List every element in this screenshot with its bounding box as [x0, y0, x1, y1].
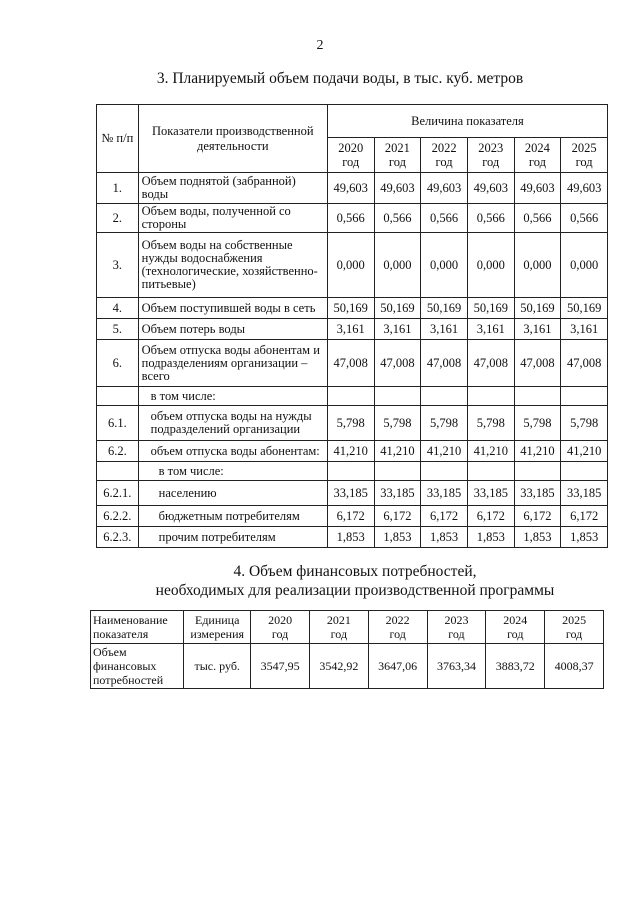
row-label: Объем поступившей воды в сеть: [138, 298, 327, 319]
row-value: 49,603: [327, 173, 374, 204]
row-value: 33,185: [514, 481, 561, 506]
row-number: 3.: [97, 233, 139, 298]
row-value: 0,000: [467, 233, 514, 298]
row-value: 3,161: [514, 319, 561, 340]
row-value: 3,161: [467, 319, 514, 340]
header-year-number: 2021: [384, 141, 410, 155]
row-value: 33,185: [561, 481, 608, 506]
row-value: 1,853: [467, 527, 514, 548]
row-value: 3647,06: [368, 644, 427, 689]
row-number: 6.2.: [97, 441, 139, 462]
table-row: [97, 204, 608, 233]
header-year-word: год: [388, 155, 406, 169]
row-value: 33,185: [467, 481, 514, 506]
row-value: 41,210: [421, 441, 468, 462]
header-year: [486, 611, 545, 644]
header-indicator: Показатели производственной деятельности: [138, 105, 327, 173]
row-number: 6.1.: [97, 406, 139, 441]
row-value: [327, 462, 374, 481]
header-year: [251, 611, 310, 644]
row-value: 49,603: [561, 173, 608, 204]
header-year-word: год: [330, 627, 348, 641]
row-value: [514, 387, 561, 406]
row-value: 3,161: [374, 319, 421, 340]
row-value: [561, 462, 608, 481]
row-value: 0,000: [374, 233, 421, 298]
row-value: 6,172: [561, 506, 608, 527]
header-year-word: год: [271, 627, 289, 641]
financial-needs-table: [90, 610, 604, 689]
row-value: 6,172: [327, 506, 374, 527]
row-label: Объем отпуска воды абонентам и подразделениям организации – всего: [138, 340, 327, 387]
row-value: 3,161: [421, 319, 468, 340]
table-row: [97, 506, 608, 527]
row-value: 0,566: [561, 204, 608, 233]
header-year-word: год: [528, 155, 546, 169]
header-year-number: 2024: [524, 141, 550, 155]
table-row: [97, 233, 608, 298]
row-value: 0,566: [514, 204, 561, 233]
row-value: 49,603: [374, 173, 421, 204]
row-value: 49,603: [467, 173, 514, 204]
row-value: 1,853: [421, 527, 468, 548]
row-value: 49,603: [514, 173, 561, 204]
row-number: 6.2.2.: [97, 506, 139, 527]
row-number: 6.2.3.: [97, 527, 139, 548]
row-value: 0,566: [327, 204, 374, 233]
row-label: бюджетным потребителям: [138, 506, 327, 527]
row-value: [374, 387, 421, 406]
row-label: объем отпуска воды на нужды подразделений организации: [138, 406, 327, 441]
row-value: 50,169: [327, 298, 374, 319]
row-value: 47,008: [561, 340, 608, 387]
row-value: 1,853: [374, 527, 421, 548]
row-value: 47,008: [327, 340, 374, 387]
row-value: 47,008: [467, 340, 514, 387]
table-row: [97, 298, 608, 319]
row-unit: тыс. руб.: [184, 644, 251, 689]
row-number: 4.: [97, 298, 139, 319]
row-label: объем отпуска воды абонентам:: [138, 441, 327, 462]
header-value: Величина показателя: [327, 105, 607, 138]
row-value: 41,210: [374, 441, 421, 462]
table-row: [97, 406, 608, 441]
header-year-word: год: [565, 627, 583, 641]
row-value: 33,185: [421, 481, 468, 506]
header-year-number: 2022: [431, 141, 457, 155]
row-number: 2.: [97, 204, 139, 233]
header-row: [91, 611, 604, 644]
table-row: [97, 173, 608, 204]
row-value: 5,798: [467, 406, 514, 441]
row-label: Объем поднятой (забранной) воды: [138, 173, 327, 204]
row-value: 6,172: [514, 506, 561, 527]
row-value: 41,210: [514, 441, 561, 462]
header-year-number: 2024: [503, 613, 528, 627]
row-number: 1.: [97, 173, 139, 204]
header-year: [374, 138, 421, 173]
section4-title: [0, 562, 640, 600]
header-year-word: год: [389, 627, 406, 641]
section4-title-line2: необходимых для реализации производственной программы: [155, 582, 555, 599]
row-number: 5.: [97, 319, 139, 340]
row-value: 1,853: [561, 527, 608, 548]
row-value: 3763,34: [427, 644, 486, 689]
table-row: [97, 481, 608, 506]
row-value: 50,169: [514, 298, 561, 319]
table-row: [97, 387, 608, 406]
row-value: 41,210: [327, 441, 374, 462]
header-year: [561, 138, 608, 173]
row-value: 5,798: [561, 406, 608, 441]
row-value: 6,172: [421, 506, 468, 527]
row-value: [467, 462, 514, 481]
row-value: [467, 387, 514, 406]
row-value: 41,210: [561, 441, 608, 462]
header-year: [421, 138, 468, 173]
header-year-word: год: [435, 155, 453, 169]
header-year-number: 2025: [562, 613, 587, 627]
header-year: [514, 138, 561, 173]
header-year: [309, 611, 368, 644]
row-value: [374, 462, 421, 481]
header-year: [545, 611, 604, 644]
row-value: 3,161: [327, 319, 374, 340]
row-number: 6.: [97, 340, 139, 387]
header-name: Наименование показателя: [91, 611, 184, 644]
row-value: 49,603: [421, 173, 468, 204]
row-label: в том числе:: [138, 462, 327, 481]
row-value: [421, 387, 468, 406]
table-row: [97, 441, 608, 462]
row-value: 6,172: [374, 506, 421, 527]
table-row: [97, 527, 608, 548]
row-value: 0,000: [514, 233, 561, 298]
section3-title: 3. Планируемый объем подачи воды, в тыс. куб. метров: [156, 70, 524, 87]
row-label: Объем потерь воды: [138, 319, 327, 340]
row-value: [561, 387, 608, 406]
header-num: № п/п: [97, 105, 139, 173]
row-value: 1,853: [327, 527, 374, 548]
header-year-number: 2021: [326, 613, 351, 627]
row-name: Объем финансовых потребностей: [91, 644, 184, 689]
row-value: 0,566: [421, 204, 468, 233]
header-year-word: год: [507, 627, 524, 641]
row-value: 0,566: [467, 204, 514, 233]
row-value: 5,798: [514, 406, 561, 441]
header-year-word: год: [448, 627, 465, 641]
row-value: 33,185: [327, 481, 374, 506]
row-value: 0,000: [327, 233, 374, 298]
row-label: Объем воды, полученной со стороны: [138, 204, 327, 233]
water-supply-table: [96, 104, 608, 548]
row-value: 5,798: [421, 406, 468, 441]
table-row: [91, 644, 604, 689]
row-value: 47,008: [374, 340, 421, 387]
header-year-number: 2025: [571, 141, 597, 155]
header-year: [327, 138, 374, 173]
row-value: 47,008: [514, 340, 561, 387]
row-label: Объем воды на собственные нужды водоснабжения (технологические, хозяйственно-питьевые): [138, 233, 327, 298]
row-value: 47,008: [421, 340, 468, 387]
row-value: 41,210: [467, 441, 514, 462]
row-value: 5,798: [327, 406, 374, 441]
row-number: [97, 387, 139, 406]
header-year-number: 2020: [338, 141, 364, 155]
header-year-number: 2023: [444, 613, 469, 627]
header-year: [427, 611, 486, 644]
header-year-word: год: [342, 155, 360, 169]
row-value: 6,172: [467, 506, 514, 527]
row-value: 0,000: [421, 233, 468, 298]
row-value: 1,853: [514, 527, 561, 548]
table-row: [97, 340, 608, 387]
header-row: [97, 105, 608, 138]
table-row: [97, 319, 608, 340]
header-unit: Единица измерения: [184, 611, 251, 644]
row-label: населению: [138, 481, 327, 506]
header-year-number: 2023: [478, 141, 504, 155]
row-value: 50,169: [467, 298, 514, 319]
row-value: 4008,37: [545, 644, 604, 689]
row-value: 50,169: [561, 298, 608, 319]
row-value: [421, 462, 468, 481]
section4-title-line1: 4. Объем финансовых потребностей,: [233, 563, 477, 580]
header-year-number: 2020: [268, 613, 293, 627]
row-value: 50,169: [421, 298, 468, 319]
row-value: [514, 462, 561, 481]
header-year: [467, 138, 514, 173]
row-value: 3883,72: [486, 644, 545, 689]
header-year-number: 2022: [385, 613, 410, 627]
header-year-word: год: [575, 155, 593, 169]
header-year-word: год: [482, 155, 500, 169]
row-label: прочим потребителям: [138, 527, 327, 548]
row-value: 0,000: [561, 233, 608, 298]
row-value: 50,169: [374, 298, 421, 319]
header-year: [368, 611, 427, 644]
row-number: [97, 462, 139, 481]
row-value: 5,798: [374, 406, 421, 441]
row-label: в том числе:: [138, 387, 327, 406]
row-value: 3547,95: [251, 644, 310, 689]
row-value: 3,161: [561, 319, 608, 340]
row-value: [327, 387, 374, 406]
row-number: 6.2.1.: [97, 481, 139, 506]
row-value: 3542,92: [309, 644, 368, 689]
page-number: 2: [316, 38, 324, 53]
table-row: [97, 462, 608, 481]
row-value: 0,566: [374, 204, 421, 233]
row-value: 33,185: [374, 481, 421, 506]
